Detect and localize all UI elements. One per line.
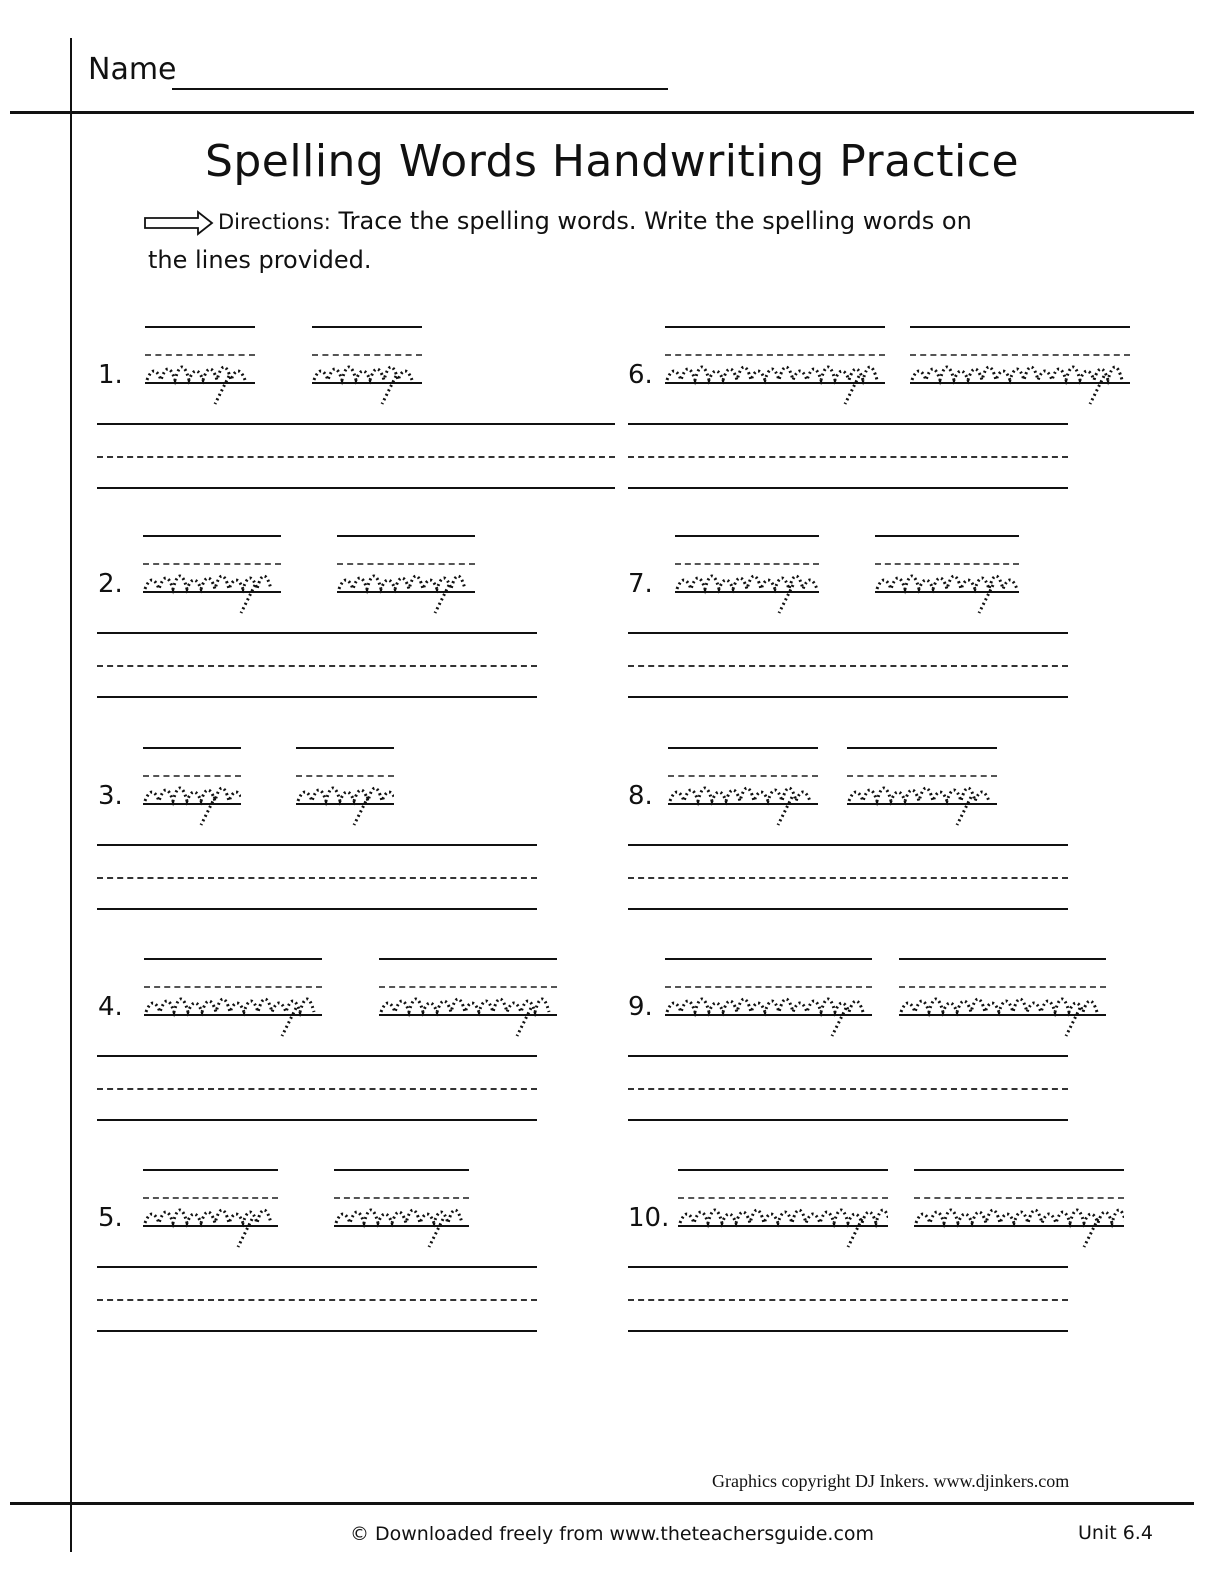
writing-base-line[interactable]	[628, 1119, 1068, 1121]
writing-top-line[interactable]	[97, 632, 537, 634]
trace-top-line	[899, 958, 1106, 960]
directions-line-2: the lines provided.	[148, 246, 372, 274]
trace-top-line	[665, 326, 885, 328]
unit-label: Unit 6.4	[1078, 1522, 1153, 1544]
exercise-number: 2.	[98, 569, 123, 599]
writing-base-line[interactable]	[628, 908, 1068, 910]
exercise-number: 1.	[98, 360, 123, 390]
dotted-trace-word	[668, 757, 818, 827]
dotted-trace-word	[675, 545, 819, 615]
exercise-number: 6.	[628, 360, 653, 390]
writing-top-line[interactable]	[97, 844, 537, 846]
dotted-trace-word	[337, 545, 475, 615]
left-margin-line	[70, 38, 72, 1552]
dotted-trace-word	[334, 1179, 469, 1249]
trace-top-line	[914, 1169, 1124, 1171]
exercise-number: 7.	[628, 569, 653, 599]
dotted-trace-word	[312, 336, 422, 406]
trace-top-line	[296, 747, 394, 749]
trace-top-line	[143, 747, 241, 749]
writing-mid-dashed-line[interactable]	[628, 665, 1068, 667]
writing-top-line[interactable]	[97, 423, 615, 425]
trace-top-line	[668, 747, 818, 749]
dotted-trace-word	[144, 968, 322, 1038]
writing-mid-dashed-line[interactable]	[628, 456, 1068, 458]
writing-base-line[interactable]	[628, 1330, 1068, 1332]
writing-base-line[interactable]	[628, 696, 1068, 698]
trace-top-line	[665, 958, 872, 960]
dotted-trace-word	[379, 968, 557, 1038]
dotted-trace-word	[143, 545, 281, 615]
dotted-trace-word	[678, 1179, 888, 1249]
writing-base-line[interactable]	[97, 908, 537, 910]
dotted-trace-word	[145, 336, 255, 406]
trace-top-line	[144, 958, 322, 960]
dotted-trace-word	[914, 1179, 1124, 1249]
writing-base-line[interactable]	[97, 487, 615, 489]
writing-top-line[interactable]	[628, 1266, 1068, 1268]
trace-top-line	[847, 747, 997, 749]
writing-top-line[interactable]	[97, 1266, 537, 1268]
directions-line-1	[218, 207, 972, 235]
writing-mid-dashed-line[interactable]	[97, 456, 615, 458]
writing-base-line[interactable]	[97, 1330, 537, 1332]
page-title: Spelling Words Handwriting Practice	[204, 136, 1020, 187]
dotted-trace-word	[665, 336, 885, 406]
writing-mid-dashed-line[interactable]	[628, 877, 1068, 879]
trace-top-line	[675, 535, 819, 537]
exercise-number: 3.	[98, 781, 123, 811]
trace-top-line	[334, 1169, 469, 1171]
name-field-line[interactable]	[172, 88, 668, 90]
writing-mid-dashed-line[interactable]	[628, 1088, 1068, 1090]
header-divider	[10, 111, 1194, 114]
trace-top-line	[145, 326, 255, 328]
dotted-trace-word	[875, 545, 1019, 615]
trace-top-line	[910, 326, 1130, 328]
trace-top-line	[678, 1169, 888, 1171]
trace-top-line	[143, 535, 281, 537]
dotted-trace-word	[665, 968, 872, 1038]
writing-top-line[interactable]	[628, 423, 1068, 425]
dotted-trace-word	[910, 336, 1130, 406]
name-label: Name	[88, 52, 177, 87]
download-source: © Downloaded freely from www.theteachersguide.com	[349, 1523, 875, 1545]
trace-top-line	[312, 326, 422, 328]
dotted-trace-word	[143, 757, 241, 827]
dotted-trace-word	[296, 757, 394, 827]
footer-divider	[10, 1502, 1194, 1505]
trace-top-line	[143, 1169, 278, 1171]
directions-label: Directions:	[218, 210, 331, 234]
writing-base-line[interactable]	[628, 487, 1068, 489]
exercise-number: 5.	[98, 1203, 123, 1233]
dotted-trace-word	[847, 757, 997, 827]
trace-top-line	[379, 958, 557, 960]
trace-top-line	[875, 535, 1019, 537]
graphics-credit: Graphics copyright DJ Inkers. www.djinkers.com	[712, 1471, 1070, 1491]
writing-base-line[interactable]	[97, 1119, 537, 1121]
hollow-right-arrow-icon	[144, 210, 214, 236]
writing-top-line[interactable]	[628, 844, 1068, 846]
writing-top-line[interactable]	[628, 632, 1068, 634]
writing-mid-dashed-line[interactable]	[97, 877, 537, 879]
directions-text: Trace the spelling words. Write the spelling words on	[338, 207, 972, 235]
writing-mid-dashed-line[interactable]	[628, 1299, 1068, 1301]
writing-top-line[interactable]	[97, 1055, 537, 1057]
writing-mid-dashed-line[interactable]	[97, 1088, 537, 1090]
exercise-number: 8.	[628, 781, 653, 811]
dotted-trace-word	[143, 1179, 278, 1249]
dotted-trace-word	[899, 968, 1106, 1038]
exercise-number: 10.	[628, 1203, 670, 1233]
writing-top-line[interactable]	[628, 1055, 1068, 1057]
trace-top-line	[337, 535, 475, 537]
exercise-number: 9.	[628, 992, 653, 1022]
exercise-number: 4.	[98, 992, 123, 1022]
writing-base-line[interactable]	[97, 696, 537, 698]
writing-mid-dashed-line[interactable]	[97, 1299, 537, 1301]
writing-mid-dashed-line[interactable]	[97, 665, 537, 667]
